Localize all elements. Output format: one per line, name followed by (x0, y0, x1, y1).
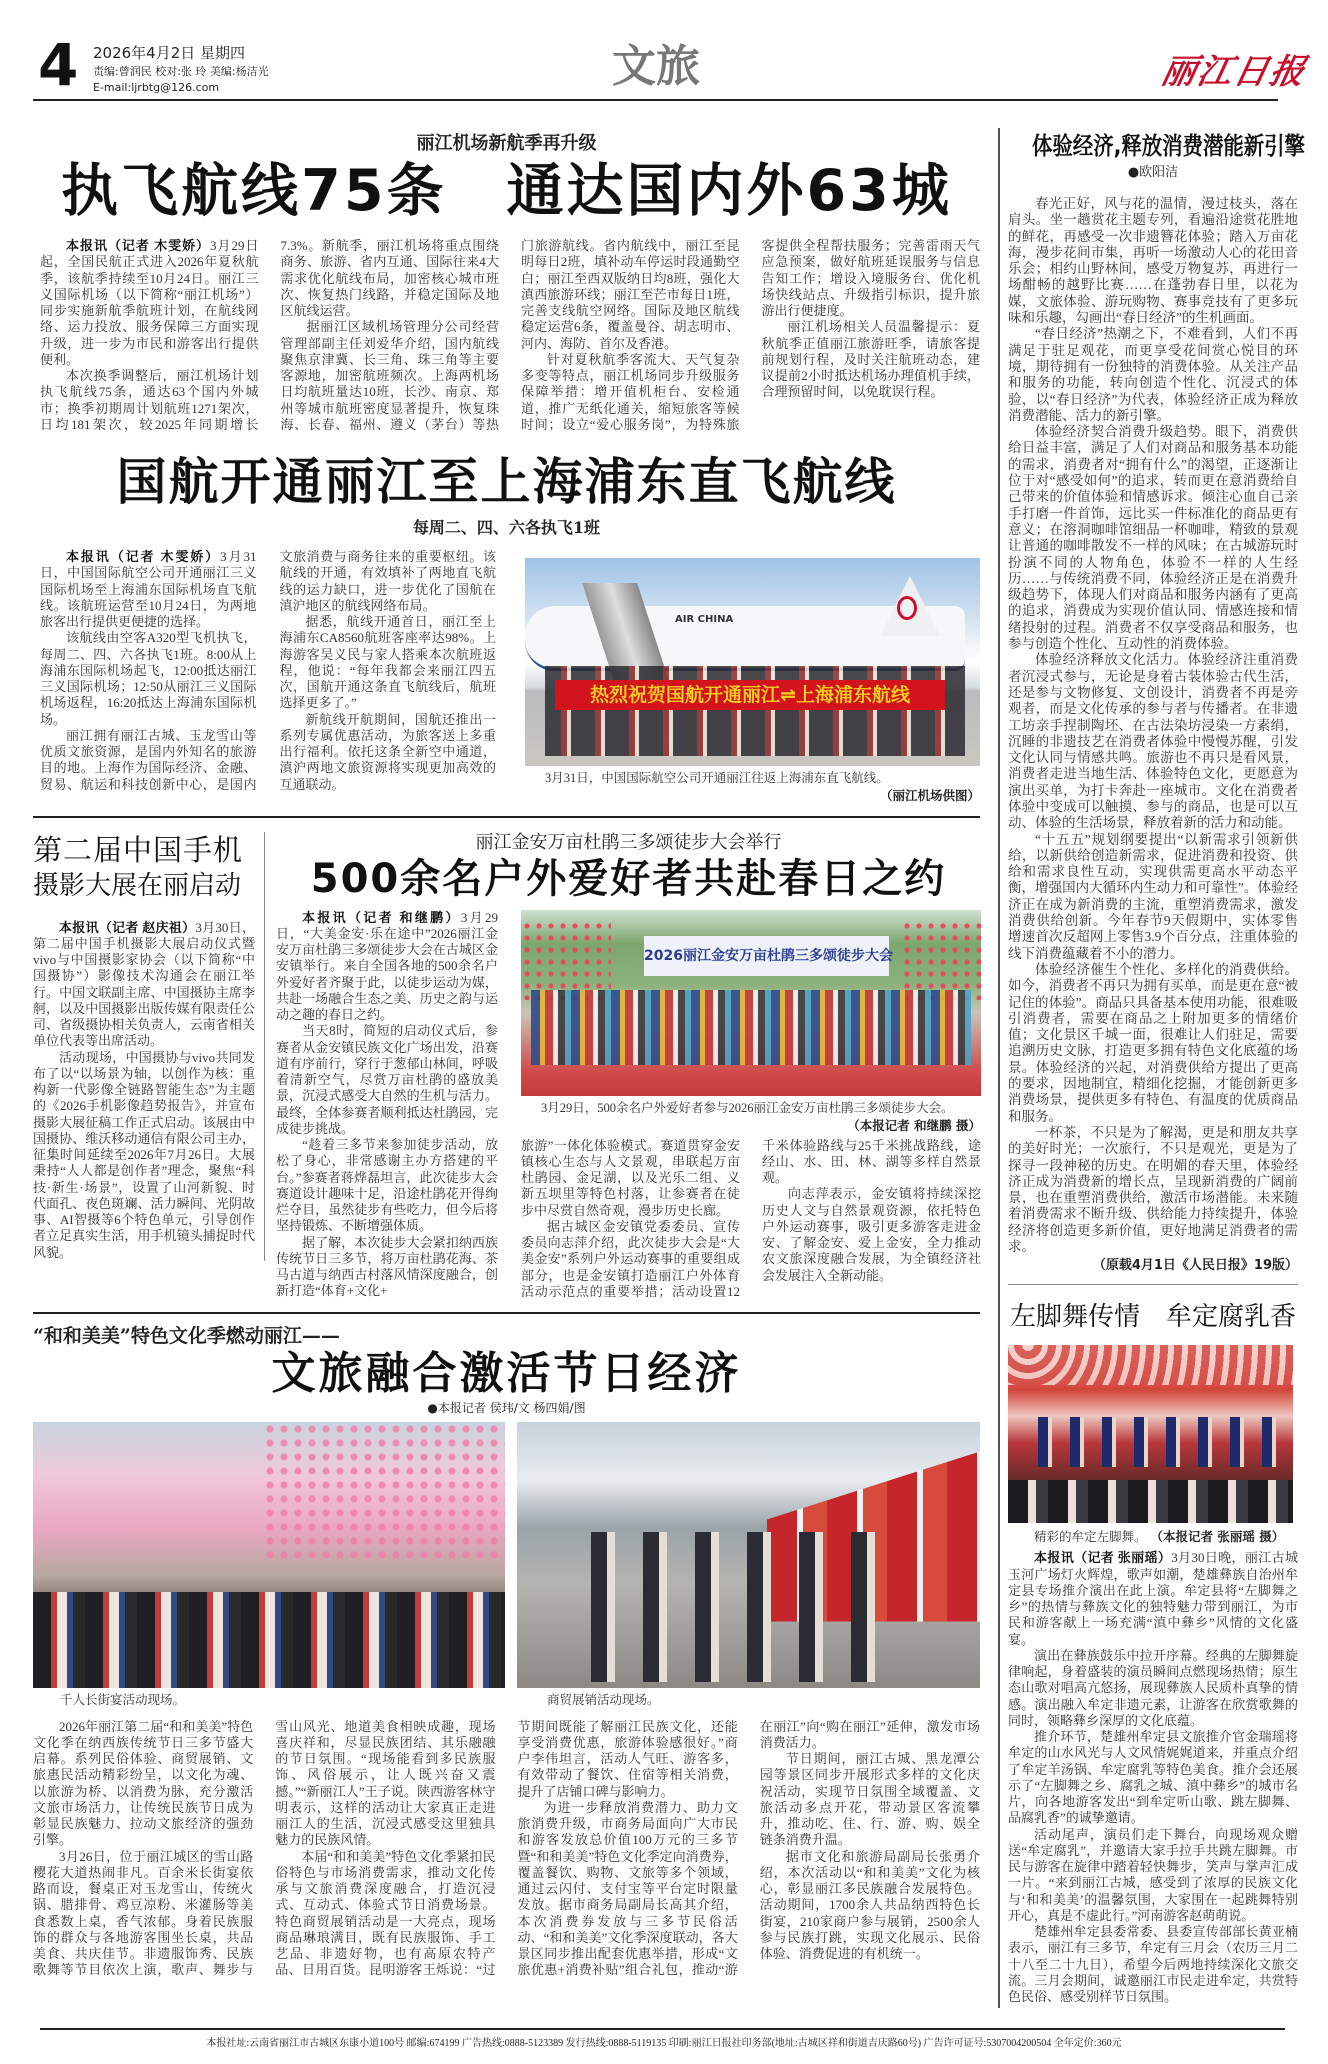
article6-body (1008, 1550, 1298, 2005)
paragraph (1008, 1827, 1298, 1925)
article3-body (33, 920, 255, 1261)
paragraph (40, 549, 257, 630)
section-rule-3 (1008, 1284, 1298, 1285)
paragraph: 一杯茶，不只是为了解渴，更是和朋友共享的美好时光；一次旅行，不只是观光，更是为了探寻一段神秘的历史。在明媚的春天里，体验经济正成为消费新的增长点，呈现新消费的广阔前景，也在重塑消费供给，激活市场潜能。未来随着消费需求不断升级、供给能力持续提升，体验经济将创造更多新价值，更好地满足消费者的需求。 (1008, 1124, 1298, 1254)
dance-photo-caption: 精彩的牟定左脚舞。 (1034, 1530, 1147, 1545)
paragraph (762, 319, 981, 400)
paragraph (40, 630, 257, 728)
paragraph-text: 推介环节，楚雄州牟定县文旅推介官金瑞瑶将牟定的山水风光与人文风情娓娓道来，并重点介绍了牟定羊汤锅、牟定腐乳等特色美食。推介会还展示了“左脚舞之乡、腐乳之城、滇中彝乡”的城市名片，向各地游客发出“到牟定听山歌、跳左脚舞、品腐乳香”的诚挚邀请。 (1008, 1729, 1298, 1826)
section-rule-2 (33, 1312, 980, 1314)
article4-headline: 500余名户外爱好者共赴春日之约 (310, 855, 947, 902)
article2-headline: 国航开通丽江至上海浦东直飞航线 (116, 453, 897, 511)
paragraph-text: 针对夏秋航季客流大、天气复杂多变等特点，丽江机场同步升级服务保障举措：增开值机柜台、安检通道，推广无纸化通关，缩短旅客等候时间；设立“爱心服务岗”，为特殊旅客提供全程帮扶服务；完善雷雨天气应急预案，做好航班延误服务与信息告知工作；增设入境服务台、优化机场快线站点、升级指引标识，提升旅游出行便捷度。 (521, 238, 980, 432)
paragraph-text: 为进一步释放消费潜力、助力文旅消费升级，市商务局面向广大市民和游客发放总价值100万元的三多节暨“和和美美”特色文化季定向消费券，覆盖餐饮、购物、文旅等多个领域，通过云闪付、支付宝等平台定时限量发放。据市商务局副局长高其介绍，本次消费券发放与三多节民俗活动、“和和美美”文化季深度联动，各大景区同步推出配套优惠举措，形成“文旅优惠+消费补贴”组合礼包，推动“游在丽江”向“购在丽江”延伸，激发市场消费活力。 (517, 1718, 980, 1978)
dance-photo-caption-line (1008, 1528, 1298, 1546)
paragraph-text: 楚雄州牟定县委常委、县委宣传部部长黄亚楠表示，丽江有三多节，牟定有三月会（农历三月二十八至二十九日），希望今后两地持续深化文旅交流。三月会期间，诚邀丽江市民走进牟定，共赏特色民俗、感受别样节日氛围。 (1008, 1924, 1298, 2005)
paragraph-text: 2026年丽江第二届“和和美美”特色文化季在纳西族传统节日三多节盛大启幕。系列民俗体验、商贸展销、文旅惠民活动精彩纷呈，以文化为魂、以旅游为桥、以消费为脉，充分激活文旅市场活力，让传统民族节日成为彰显民族魅力、拉动文旅经济的强劲引擎。 (33, 1718, 254, 1848)
article4-body-part2 (521, 1138, 981, 1301)
article3-headline-line1: 第二届中国手机 (33, 832, 244, 867)
header-rule (33, 99, 1278, 101)
paragraph-text: 丽江机场相关人员温馨提示：夏秋航季正值丽江旅游旺季，请旅客提前规划行程，及时关注航班动态，建议提前2小时抵达机场办理值机手续，合理预留时间，以免耽误行程。 (761, 319, 980, 400)
trade-fair-caption: 商贸展销活动现场。 (547, 1692, 660, 1707)
airline-name: AIR CHINA (675, 614, 734, 625)
paragraph (521, 1138, 740, 1219)
footer-rule (40, 2028, 1285, 2030)
paragraph (40, 238, 259, 368)
article1 (33, 132, 980, 433)
paragraph (1008, 1550, 1298, 1648)
article1-body (40, 238, 980, 433)
trade-fair-photo (517, 1422, 980, 1688)
paragraph-text: 3月29日起，全国民航正式进入2026年夏秋航季，该航季持续至10月24日。丽江三义国际机场（以下简称“丽江机场”）同步实施新航季航班计划，在航线网络、运力投放、服务保障三方面实现升级，进一步为市民和游客出行提供便利。 (40, 238, 259, 367)
editors: 责编:曾润民 校对:张 玲 美编:杨洁光 (93, 65, 269, 78)
crowd (531, 990, 971, 1065)
paragraph-text: 3月31日，中国国际航空公司开通丽江三义国际机场至上海浦东国际机场直飞航线。该航班运营至10月24日，为两地旅客出行提供更便捷的选择。 (40, 549, 257, 629)
paragraph-text: 本次换季调整后，丽江机场计划执飞航线75条，通达63个国内外城市；换季初期周计划航班1271架次，日均181架次，较2025年同期增长7.3%。新航季，丽江机场将重点围绕商务、旅游、省内互通、国际往来4大需求优化航线布局，加密核心城市班次、恢复热门线路，并稳定国际及地区航线运营。 (40, 238, 499, 432)
dancers (1028, 1417, 1278, 1467)
paragraph-text: 据丽江区域机场管理分公司经营管理部副主任刘爱华介绍，国内航线聚焦京津冀、长三角、珠三角等主要客源地，加密航班频次。上海两机场日均航班量达10班，长沙、南京、郑州等城市航班密度显著提升，恢复珠海、长春、福州、遵义（茅台）等热门旅游航线。省内航线中，丽江至昆明每日2班，填补动车停运时段通勤空白；丽江至西双版纳日均8班，强化大滇西旅游环线；丽江至芒市每日1班，完善支线航空网络。国际及地区航线稳定运营6条，覆盖曼谷、胡志明市、河内、海防、首尔及香港。 (280, 238, 740, 432)
paragraph: “十五五”规划纲要提出“以新需求引领新供给，以新供给创造新需求，促进消费和投资、供给和需求良性互动，实现供需更高水平动态平衡，增强国内大循环内生动力和可靠性”。体验经济正在成为新消费的主流，重塑消费需求，激发消费供给创新。今年春节9天假期中，实体零售增速首次反超网上零售3.9个百分点，注重体验的线下消费蕴藏着不小的潜力。 (1008, 831, 1298, 961)
paragraph-text: 据市文化和旅游局副局长张勇介绍，本次活动以“和和美美”文化为核心，彰显丽江多民族融合发展特色。活动期间，1700余人共品纳西特色长街宴，210家商户参与展销，2500余人参与民族打跳，实现文化展示、民俗体验、消费促进的有机统一。 (759, 1848, 980, 1961)
commentary-body (1008, 196, 1298, 1255)
article2-body (40, 549, 496, 793)
paragraph (1008, 1729, 1298, 1827)
page-number: 4 (38, 31, 79, 99)
article5-kicker: “和和美美”特色文化季燃动丽江—— (33, 1324, 340, 1347)
paragraph-text: 3月30日，第二届中国手机摄影大展启动仪式暨vivo与中国摄影家协会（以下简称“中国摄协”）影像技术沟通会在丽江举行。中国文联副主席、中国摄协主席李舸，以及中国摄影出版传媒有限责任公司、省级摄协相关负责人，云南省相关单位代表等出席活动。 (33, 919, 255, 1049)
airline-photo-credit: （丽江机场供图） (879, 788, 980, 803)
paragraph (33, 920, 255, 1050)
article4 (276, 832, 981, 1301)
street-banquet-caption: 千人长街宴活动现场。 (60, 1692, 186, 1707)
airline-photo-caption: 3月31日，中国国际航空公司开通丽江往返上海浦东直飞航线。 (545, 771, 889, 785)
paragraph: “春日经济”热潮之下，不难看到，人们不再满足于驻足观花，而更享受花间赏心悦目的环境，期待拥有一份独特的消费体验。从关注产品和服务的功能，转向创造个性化、沉浸式的体验，以“春日经济”为代表，体验经济正成为释放消费潜能、活力的新引擎。 (1008, 326, 1298, 423)
paragraph-text: “趁着三多节来参加徒步活动，放松了身心，非常感谢主办方搭建的平台。”参赛者蒋烨磊坦言，此次徒步大会赛道设计趣味十足，沿途杜鹃花开得绚烂夺目，虽然徒步有些吃力，但今后将坚持锻炼、不断增强体质。 (276, 1137, 498, 1234)
paragraph (276, 1023, 498, 1137)
dance-photo (1008, 1345, 1293, 1523)
street-banquet-photo (33, 1422, 505, 1688)
dateline: 本报讯（记者 木雯娇） (66, 238, 211, 253)
hike-photo-caption: 3月29日，500余名户外爱好者参与2026丽江金安万亩杜鹃三多颂徒步大会。 (541, 1100, 954, 1115)
article2 (33, 451, 980, 804)
paragraph-text: 该航线由空客A320型飞机执飞，每周二、四、六各执飞1班。8:00从上海浦东国际机场起飞，12:00抵达丽江三义国际机场；12:50从丽江三义国际机场返程，16:20抵达上海浦东国际机场。 (40, 630, 257, 727)
article5-byline: ●本报记者 侯玮/文 杨四娟/图 (427, 1400, 586, 1415)
cherry-blossoms (263, 1422, 505, 1562)
paragraph (760, 1849, 980, 1963)
flower-right (901, 920, 981, 1000)
article4-kicker: 丽江金安万亩杜鹃三多颂徒步大会举行 (475, 831, 782, 853)
flower-left (521, 920, 611, 1000)
photo-banner: 热烈祝贺国航开通丽江⇌上海浦东航线 (555, 680, 945, 710)
paragraph: 体验经济释放文化活力。体验经济注重消费者沉浸式参与，无论是身着古装体验古代生活，还是参与文物修复、文创设计，消费者不再是旁观者，而是文化传承的参与者与传播者。在非遗工坊亲手捏制陶坯、在古法染坊浸染一方素绢，沉睡的非遗技艺在消费者体验中慢慢苏醒，引发文化认同与情感共鸣。旅游也不再只是看风景，消费者走进当地生活、体验特色文化，更愿意为演出买单，为打卡奔赴一座城市。文化在消费者体验中变成可以触摸、参与的商品，也是可以互动、体验的生活场景，释放着新的活力和动能。 (1008, 652, 1298, 831)
right-region (1008, 128, 1305, 2005)
article4-right (521, 910, 981, 1301)
paragraph (33, 1719, 253, 1849)
paragraph-text: 当天8时，简短的启动仪式后，参赛者从金安镇民族文化广场出发，沿赛道有序前行，穿行于葱郁山林间，呼吸着清新空气，尽赏万亩杜鹃的盛放美景，沉浸式感受大自然的生机与活力。最终，全体参赛者顺利抵达杜鹃园，完成徒步挑战。 (276, 1023, 498, 1136)
dateline: 本报讯（记者 和继鹏） (302, 909, 461, 925)
article5-body (33, 1719, 980, 1979)
left-region (33, 128, 980, 1979)
email: E-mail:ljrbtg@126.com (93, 81, 220, 94)
paragraph-text: 据了解，本次徒步大会紧扣纳西族传统节日三多节，将万亩杜鹃花海、茶马古道与纳西古村落风情深度融合，创新打造“体育+文化+ (276, 1234, 498, 1299)
footer-info: 本报社址:云南省丽江市古城区东康小道100号 邮编:674199 广告热线:0888-5123389 发行热线:0888-5119135 印刷:丽江日报社印务部(地址:古城区祥和街道吉庆路60号) 广告许可证号:5307004200504 全年定价:360元 (206, 2038, 1122, 2049)
dateline: 本报讯（记者 木雯娇） (66, 549, 221, 564)
paragraph (1008, 1924, 1298, 2005)
article1-headline: 执飞航线75条 通达国内外63城 (61, 158, 952, 224)
paragraph (280, 614, 497, 712)
paragraph: 体验经济催生个性化、多样化的消费供给。如今，消费者不再只为拥有买单，而是更在意“被记住的体验”。商品只具备基本使用功能，很难吸引消费者，需要在商品之上附加更多的情绪价值；文化景区千城一面，很难让人们驻足，需要追溯历史文脉，打造更多拥有特色文化底蕴的场景。体验经济的兴起，对消费供给方提出了更高的要求，因地制宜，精细化挖掘，才能创新更多消费场景，提供更多有特色、有温度的优质商品和服务。 (1008, 961, 1298, 1124)
dateline: 本报讯（记者 张丽瑶） (1034, 1550, 1172, 1566)
article3 (33, 832, 265, 1261)
paragraph-text: 3月30日晚，丽江古城玉河广场灯火辉煌，歌声如潮，楚雄彝族自治州牟定县专场推介演出在此上演。牟定县将“左脚舞之乡”的热情与彝族文化的独特魅力带到丽江，为市民和游客献上一场充满“滇中彝乡”风情的文化盛宴。 (1008, 1550, 1298, 1647)
paragraph-text: 向志萍表示，金安镇将持续深挖历史人文与自然景观资源，依托特色户外运动赛事，吸引更多游客走进金安、了解金安、爱上金安，全力推动农文旅深度融合发展，为全镇经济社会发展注入全新动能。 (762, 1186, 981, 1283)
paragraph-text: 节日期间，丽江古城、黑龙潭公园等景区同步开展形式多样的文化庆祝活动，实现节日氛围全域覆盖、文旅活动多点开花，带动景区客流攀升，推动吃、住、行、游、购、娱全链条消费升温。 (759, 1751, 980, 1848)
section-rule-1 (33, 816, 980, 818)
street-banquet-block (33, 1422, 505, 1709)
event-banner: 2026丽江金安万亩杜鹃三多颂徒步大会 (644, 936, 889, 976)
paragraph-text: 3月29日，“大美金安·乐在途中”2026丽江金安万亩杜鹃三多颂徒步大会在古城区金安镇举行。来自全国各地的500余名户外爱好者齐聚于此，以徒步运动为媒，共赴一场融合生态之美、历史之韵与运动之趣的春日之约。 (276, 909, 498, 1022)
newspaper-logo: 丽江日报 (1157, 52, 1311, 92)
paragraph-text: 演出在彝族鼓乐中拉开序幕。经典的左脚舞旋律响起，身着盛装的演员瞬间点燃现场热情；原生态山歌对唱高亢悠扬，展现彝族人民质朴真挚的情感。演出融入牟定非遗元素，让游客在欣赏歌舞的同时，领略彝乡深厚的文化底蕴。 (1008, 1647, 1298, 1728)
paragraph: 春光正好，风与花的温情，漫过枝头，落在肩头。坐一趟赏花主题专列，看遍沿途赏花胜地的鲜花，再感受一次非遗簪花体验；踏入万亩花海，漫步花间市集，再听一场激动人心的花田音乐会；相约山野林间，感受万物复苏，再进行一场酣畅的越野比赛……在蓬勃春日里，以花为媒，文旅体验、游玩购物、赛事竞技有了更多玩味和乐趣，勾画出“春日经济”的生机画面。 (1008, 196, 1298, 326)
paragraph-text: 旅游”一体化体验模式。赛道贯穿金安镇核心生态与人文景观，串联起万亩杜鹃园、金足湖，以及光乐二组、义新五坝里等特色村落，让参赛者在徒步中尽赏自然奇观，漫步历史长廊。 (521, 1137, 740, 1218)
section-title: 文旅 (612, 41, 700, 92)
paragraph-text: 新航线开航期间，国航还推出一系列专属优惠活动，为旅客送上多重出行福利。依托这条全新空中通道，滇沪两地文旅资源将实现更加高效的互通联动。 (279, 711, 496, 792)
article3-headline-line2: 摄影大展在丽启动 (33, 870, 242, 901)
shoppers (577, 1532, 877, 1682)
crowd (33, 1592, 505, 1688)
hike-photo (521, 910, 981, 1096)
issue-date: 2026年4月2日 星期四 (93, 44, 246, 62)
column-divider (998, 128, 1000, 2008)
paragraph-text: 3月26日，位于丽江城区的雪山路樱花大道热闹非凡。百余米长街宴依路而设，餐桌正对玉龙雪山，传统火锅、腊排骨、鸡豆凉粉、米灌肠等美食悉数上桌，香气浓郁。身着民族服饰的群众与各地游客围坐长桌，共品美食、共庆佳节。非遗服饰秀、民族歌舞等节目依次上演，歌声、舞步与雪山风光、地道美食相映成趣，现场喜庆祥和，尽显民族团结、其乐融融的节日氛围。“现场能看到多民族服饰、风俗展示，让人既兴奋又震撼。”“新丽江人”王子说。陕西游客林守明表示，这样的活动让大家真正走进丽江人的生活，沉浸式感受这里独具魅力的民族风情。 (33, 1718, 496, 1978)
paragraph-text: 活动尾声，演员们走下舞台，向现场观众赠送“牟定腐乳”，并邀请大家手拉手共跳左脚舞。市民与游客在旋律中踏着轻快舞步，笑声与掌声汇成一片。“来到丽江古城，感受到了浓厚的民族文化与‘和和美美’的温馨氛围，大家围在一起跳舞特别开心，真是不虚此行。”河南游客赵萌萌说。 (1008, 1826, 1298, 1923)
paragraph (762, 1186, 981, 1284)
dateline: 本报讯（记者 赵庆祖） (59, 919, 196, 935)
paragraph-text: 据古城区金安镇党委委员、宣传委员向志萍介绍，此次徒步大会是“大美金安”系列户外运动赛事的重要组成部分，也是金安镇打造丽江户外体育活动示范点的重要举措；活动设置12千米体验路线与25千米挑战路线，途经山、水、田、林、湖等多样自然景观。 (521, 1137, 981, 1299)
hike-photo-credit: （本报记者 和继鹏 摄） (847, 1117, 981, 1133)
airline-photo-block (525, 558, 980, 804)
article6-headline: 左脚舞传情 牟定腐乳香 (1009, 1302, 1296, 1333)
article4-body-part1 (276, 910, 498, 1300)
paragraph: 体验经济契合消费升级趋势。眼下，消费供给日益丰富，满足了人们对商品和服务基本功能的需求，消费者对“拥有什么”的渴望，正逐渐让位于对“感受如何”的追求，转而更在意消费给自己带来的价值体验和情感诉求。倾注心血自己亲手打磨一件首饰，远比买一件标准化的商品更有意义；在溶洞咖啡馆细品一杯咖啡，精致的景观让普通的咖啡散发不一样的风味；在古城游玩时扮演不同的人物角色，体验不一样的人生经历……与传统消费不同，体验经济正是在消费升级趋势下，体现人们对商品和服务内涵有了更高的追求，消费成为实现价值认同、情感连接和情绪投射的过程。消费者不仅享受商品和服务，也参与创造个性化、互动性的消费体验。 (1008, 424, 1298, 652)
airline-photo (525, 558, 980, 766)
commentary-headline: 体验经济,释放消费潜能新引擎 (1032, 132, 1305, 160)
paragraph-text: 本届“和和美美”特色文化季紧扣民俗特色与市场消费需求，推动文化传承与文旅消费深度融合，打造沉浸式、互动式、体验式节日消费场景。特色商贸展销活动是一大亮点，现场商品琳琅满目，既有民族服饰、手工艺品、非遗好物，也有高原农特产品、日用百货。昆明游客王烁说：“过节期间既能了解丽江民族文化，还能享受消费优惠，旅游体验感很好。”商户李伟坦言，活动人气旺、游客多，有效带动了餐饮、住宿等相关消费，提升了店铺口碑与影响力。 (275, 1718, 738, 1978)
commentary-source: （原载4月1日《人民日报》19版） (1092, 1258, 1298, 1274)
trade-fair-block (517, 1422, 980, 1709)
air-china-logo-icon (897, 596, 917, 620)
paragraph (280, 712, 497, 793)
commentary-byline: ●欧阳洁 (1127, 165, 1179, 180)
paragraph-text: 丽江拥有丽江古城、玉龙雪山等优质文旅资源，是国内外知名的旅游目的地。上海作为国际经济、金融、贸易、航运和科技创新中心，是国内文旅消费与商务往来的重要枢纽。该航线的开通，有效填补了两地直飞航线的运力缺口，进一步优化了国航在滇沪地区的航线网络布局。 (40, 549, 496, 792)
paragraph (276, 910, 498, 1024)
paragraph (276, 1235, 498, 1300)
audience (1008, 1480, 1293, 1523)
dance-photo-credit: （本报记者 张丽瑶 摄） (1150, 1529, 1285, 1545)
stage-curtain (1008, 1345, 1293, 1385)
paragraph (760, 1751, 980, 1849)
article2-subhead: 每周二、四、六各执飞1班 (412, 518, 601, 537)
paragraph-text: 据悉，航线开通首日，丽江至上海浦东CA8560航班客座率达98%。上海游客吴义民与家人搭乘本次航班返程，他说：“每年我都会来丽江四五次，国航开通这条直飞航线后，航班选择更多了。” (279, 614, 496, 711)
article5 (33, 1324, 980, 1979)
paragraph-text: 活动现场，中国摄协与vivo共同发布了以“以场景为轴，以创作为核：重构新一代影像全链路智能生态”为主题的《2026手机影像趋势报告》，并宣布摄影大展征稿工作正式启动。该展由中国摄协、维沃移动通信有限公司主办，征集时间延续至2026年7月26日。大展秉持“人人都是创作者”理念，聚焦“科技·新生·场景”，设置了山河新貌、时代面孔、夜色斑斓、活力瞬间、光阴故事、AI智摄等6个特色单元，引导创作者立足真实生活，用手机镜头捕捉时代风貌。 (33, 1049, 255, 1260)
paragraph (1008, 1648, 1298, 1729)
paragraph (276, 1137, 498, 1235)
paragraph (33, 1050, 255, 1261)
article5-headline: 文旅融合激活节日经济 (271, 1347, 742, 1399)
article1-kicker: 丽江机场新航季再升级 (416, 133, 597, 154)
